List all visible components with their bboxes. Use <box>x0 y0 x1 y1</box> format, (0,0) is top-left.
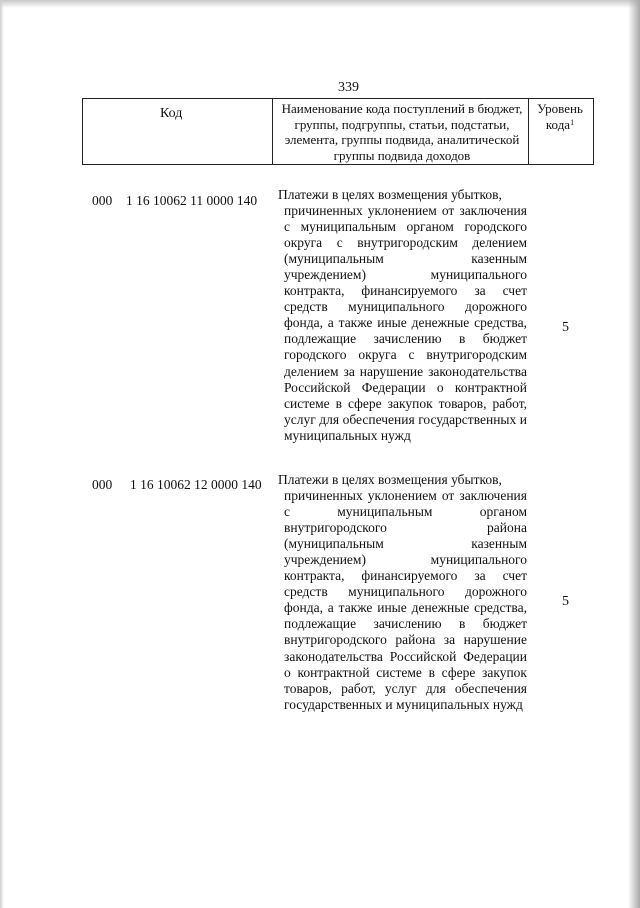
row-2-name <box>278 472 527 713</box>
row-1-level: 5 <box>562 320 569 335</box>
header-left-border <box>82 98 83 164</box>
scan-edge-right <box>628 0 640 908</box>
header-divider-code-name <box>272 98 273 164</box>
row-1-admin-code: 000 <box>92 193 113 208</box>
row-2-admin-code: 000 <box>92 477 113 492</box>
page-number: 339 <box>338 80 359 95</box>
header-right-border <box>593 98 594 164</box>
header-top-border <box>82 98 594 99</box>
scan-edge-top <box>0 0 640 8</box>
header-divider-name-level <box>528 98 529 164</box>
header-level-cell <box>530 101 590 132</box>
row-1-name-rest: причиненных уклонением от заключения с муниципальным органом городского округа с внутригородским делением (муниципальным казенным учреждением) муниципального контракта, финансируемого за счет средств муниципального дорожного фонда, а также иные денежные средства, подлежащие зачислению в бюджет городского округа с внутригородским делением за нарушение законодательства Российской Федерации о контрактной системе в сфере закупок товаров, работ, услуг для обеспечения государственных и муниципальных нужд <box>284 203 527 443</box>
row-2-name-rest: причиненных уклонением от заключения с муниципальным органом внутригородского района (муниципальным казенным учреждением) муниципального контракта, финансируемого за счет средств муниципального дорожного фонда, а также иные денежные средства, подлежащие зачислению в бюджет внутригородского района за нарушение законодательства Российской Федерации о контрактной системе в сфере закупок товаров, работ, услуг для обеспечения государственных и муниципальных нужд <box>284 488 527 712</box>
row-2-name-first-line: Платежи в целях возмещения убытков, <box>278 472 502 487</box>
header-code-label: Код <box>160 106 183 121</box>
table-header <box>82 98 594 164</box>
scan-edge-left <box>0 0 4 908</box>
row-1-kbk-code: 1 16 10062 11 0000 140 <box>126 193 258 208</box>
row-2-kbk-code: 1 16 10062 12 0000 140 <box>130 477 262 492</box>
header-level-label: Уровень кода <box>537 101 583 132</box>
header-bottom-border <box>82 164 594 165</box>
row-1-name <box>278 187 527 444</box>
row-1-name-first-line: Платежи в целях возмещения убытков, <box>278 187 502 202</box>
row-2-level: 5 <box>562 594 569 609</box>
header-name-label: Наименование кода поступлений в бюджет, группы, подгруппы, статьи, подстатьи, элемента, группы подвида, аналитической группы подвида доходов <box>281 101 523 163</box>
header-level-footnote: 1 <box>570 117 575 127</box>
